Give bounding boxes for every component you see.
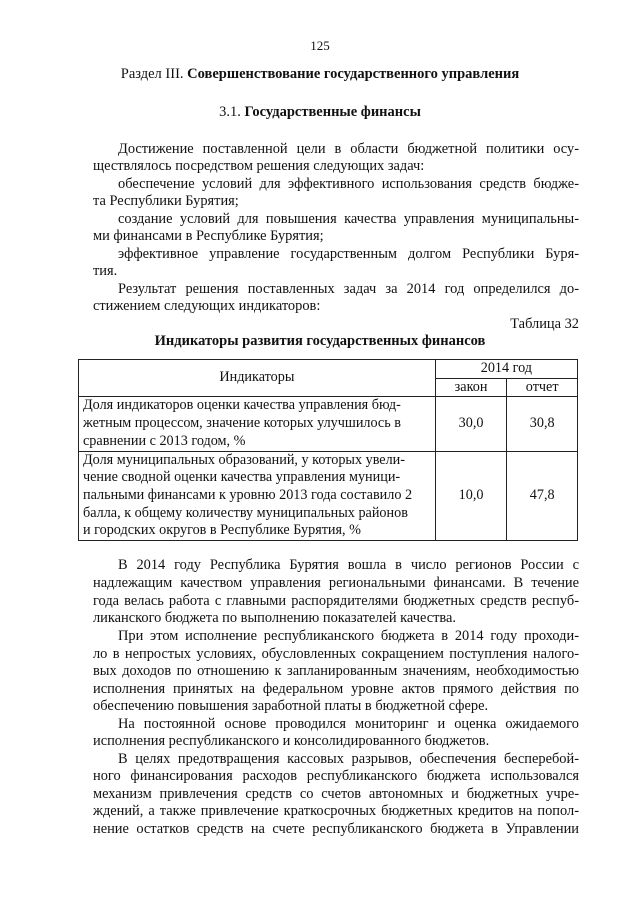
table-label: Таблица 32: [510, 316, 579, 332]
body-line: В 2014 году Республика Бурятия вошла в число регионов России с: [118, 557, 579, 573]
indicator-line: жетным процессом, значение которых улучшилось в: [83, 415, 401, 432]
report-value: 47,8: [507, 451, 578, 541]
header-year: 2014 год: [435, 360, 577, 379]
body-line: ждений, а также привлечение краткосрочных бюджетных кредитов на попол-: [93, 803, 579, 819]
table-row: [79, 451, 578, 541]
section-prefix: Раздел III.: [120, 66, 184, 82]
indicator-line: чение сводной оценки качества управления муници-: [83, 469, 401, 486]
indicator-line: сравнении с 2013 годом, %: [83, 432, 246, 449]
intro-line: Результат решения поставленных задач за 2014 год определился до-: [118, 281, 579, 297]
subsection-title: Государственные финансы: [244, 104, 421, 120]
table-row: [79, 397, 578, 451]
body-line: ло в непростых условиях, обусловленных сокращением поступления налого-: [93, 646, 579, 662]
body-line: исполнения республиканского и консолидированного бюджетов.: [93, 733, 490, 749]
indicator-line: Доля индикаторов оценки качества управления бюд-: [83, 397, 401, 414]
indicators-table: [78, 359, 578, 541]
indicator-line: и городских округов в Республике Бурятия, %: [83, 522, 361, 539]
intro-line: ми финансами в Республике Бурятия;: [93, 228, 324, 244]
intro-line: обеспечение условий для эффективного использования средств бюдже-: [118, 176, 579, 192]
table-title: Индикаторы развития государственных финансов: [154, 333, 486, 349]
subsection-prefix: 3.1.: [219, 104, 241, 120]
body-line: В целях предотвращения кассовых разрывов, обеспечения бесперебой-: [118, 751, 579, 767]
section-heading: [0, 66, 640, 83]
indicator-line: Доля муниципальных образований, у которых увели-: [83, 451, 406, 468]
indicator-cell: [79, 397, 436, 451]
body-line: обеспечению повышения заработной платы в бюджетной сфере.: [93, 698, 489, 714]
law-value: 30,0: [435, 397, 507, 451]
intro-line: ществлялось посредством решения следующих задач:: [93, 158, 425, 174]
indicator-line: пальными финансами к уровню 2013 года составило 2: [83, 486, 413, 503]
body-line: механизм привлечения средств со счетов автономных и бюджетных учре-: [93, 786, 579, 802]
header-indicators: Индикаторы: [79, 360, 436, 397]
indicator-line: балла, к общему количеству муниципальных районов: [83, 504, 408, 521]
subsection-heading: [0, 104, 640, 121]
intro-line: эффективное управление государственным долгом Республики Буря-: [118, 246, 579, 262]
section-title: Совершенствование государственного управления: [187, 66, 520, 82]
intro-line: Достижение поставленной цели в области бюджетной политики осу-: [118, 141, 579, 157]
intro-line: создание условий для повышения качества управления муниципальны-: [118, 211, 579, 227]
body-line: исполнения принятых на федеральном уровне актов прямого действия по: [93, 681, 579, 697]
report-value: 30,8: [507, 397, 578, 451]
page-number: 125: [310, 38, 330, 53]
indicator-cell: [79, 451, 436, 541]
body-line: надлежащим качеством управления региональными финансами. В течение: [93, 575, 579, 591]
intro-line: стижением следующих индикаторов:: [93, 298, 321, 314]
intro-line: тия.: [93, 263, 118, 279]
law-value: 10,0: [435, 451, 507, 541]
header-law: закон: [435, 378, 507, 397]
body-line: На постоянной основе проводился мониторинг и оценка ожидаемого: [118, 716, 579, 732]
intro-line: та Республики Бурятия;: [93, 193, 239, 209]
body-line: вых доходов по отношению к запланированным значениям, необходимостью: [93, 663, 579, 679]
body-line: года велась работа с главными распорядителями бюджетных средств респуб-: [93, 593, 579, 609]
body-line: При этом исполнение республиканского бюджета в 2014 году проходи-: [118, 628, 579, 644]
body-line: ного финансирования расходов республиканского бюджета использовался: [93, 768, 579, 784]
body-line: ликанского бюджета по выполнению показателей качества.: [93, 610, 456, 626]
body-line: нение остатков средств на счете республиканского бюджета в Управлении: [93, 821, 579, 837]
header-report: отчет: [507, 378, 578, 397]
